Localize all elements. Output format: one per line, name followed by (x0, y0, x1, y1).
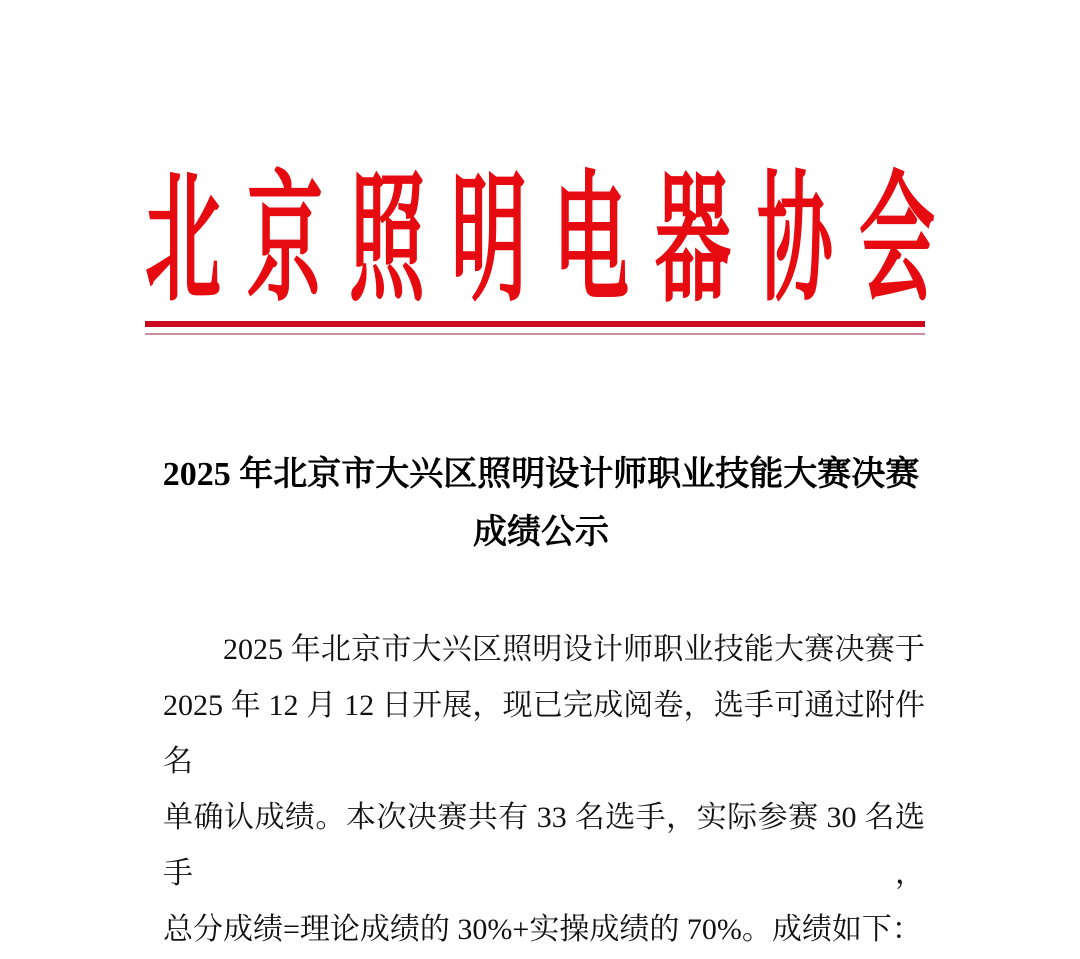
document-title (158, 446, 924, 562)
body-line: 2025 年北京市大兴区照明设计师职业技能大赛决赛于 (223, 633, 925, 666)
letterhead (0, 148, 1080, 319)
body-line: 单确认成绩。本次决赛共有 33 名选手，实际参赛 30 名选手， (163, 801, 925, 890)
letterhead-rule-thin (145, 333, 925, 335)
document-title-line2: 成绩公示 (473, 514, 609, 551)
body-line: 总分成绩=理论成绩的 30%+实操成绩的 70%。成绩如下： (163, 913, 922, 946)
body-line: 2025 年 12 月 12 日开展，现已完成阅卷，选手可通过附件名 (163, 689, 925, 778)
letterhead-rule-thick (145, 321, 925, 327)
org-name-title: 北京照明电器协会 (145, 163, 961, 319)
document-title-line1: 2025 年北京市大兴区照明设计师职业技能大赛决赛 (162, 456, 920, 493)
body-paragraph (163, 622, 925, 958)
